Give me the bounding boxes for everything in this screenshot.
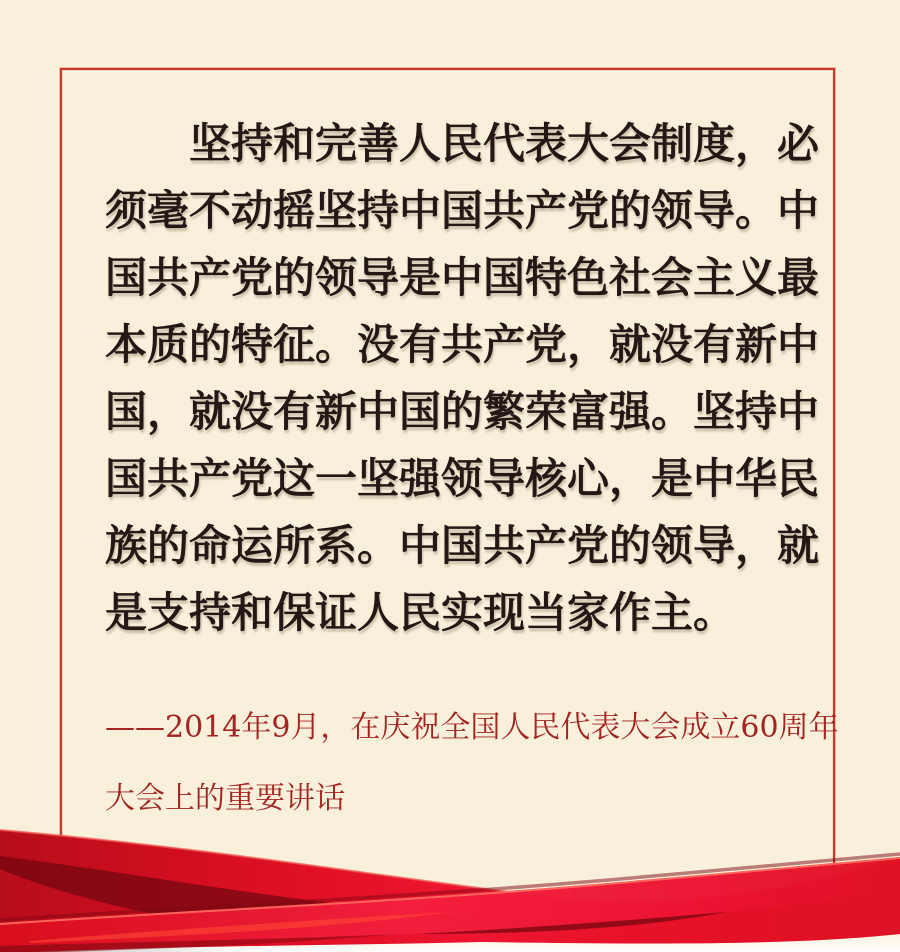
quote-line: 国，就没有新中国的繁荣富强。坚持中 [105,387,820,436]
quote-text-block [105,110,821,646]
attribution-line: ——2014年9月，在庆祝全国人民代表大会成立60周年 [105,710,839,745]
quote-line: 本质的特征。没有共产党，就没有新中 [105,320,820,369]
quote-line: 族的命运所系。中国共产党的领导，就 [105,521,820,570]
quote-line: 坚持和完善人民代表大会制度，必 [189,119,820,168]
red-silk-ribbon-decoration [0,822,900,952]
quote-line: 须毫不动摇坚持中国共产党的领导。中 [105,186,820,235]
quote-line: 是支持和保证人民实现当家作主。 [105,588,736,637]
quote-line: 国共产党这一坚强领导核心，是中华民 [105,454,820,503]
attribution-block [105,692,839,834]
quote-line: 国共产党的领导是中国特色社会主义最 [105,253,820,302]
attribution-line: 大会上的重要讲话 [105,781,345,816]
